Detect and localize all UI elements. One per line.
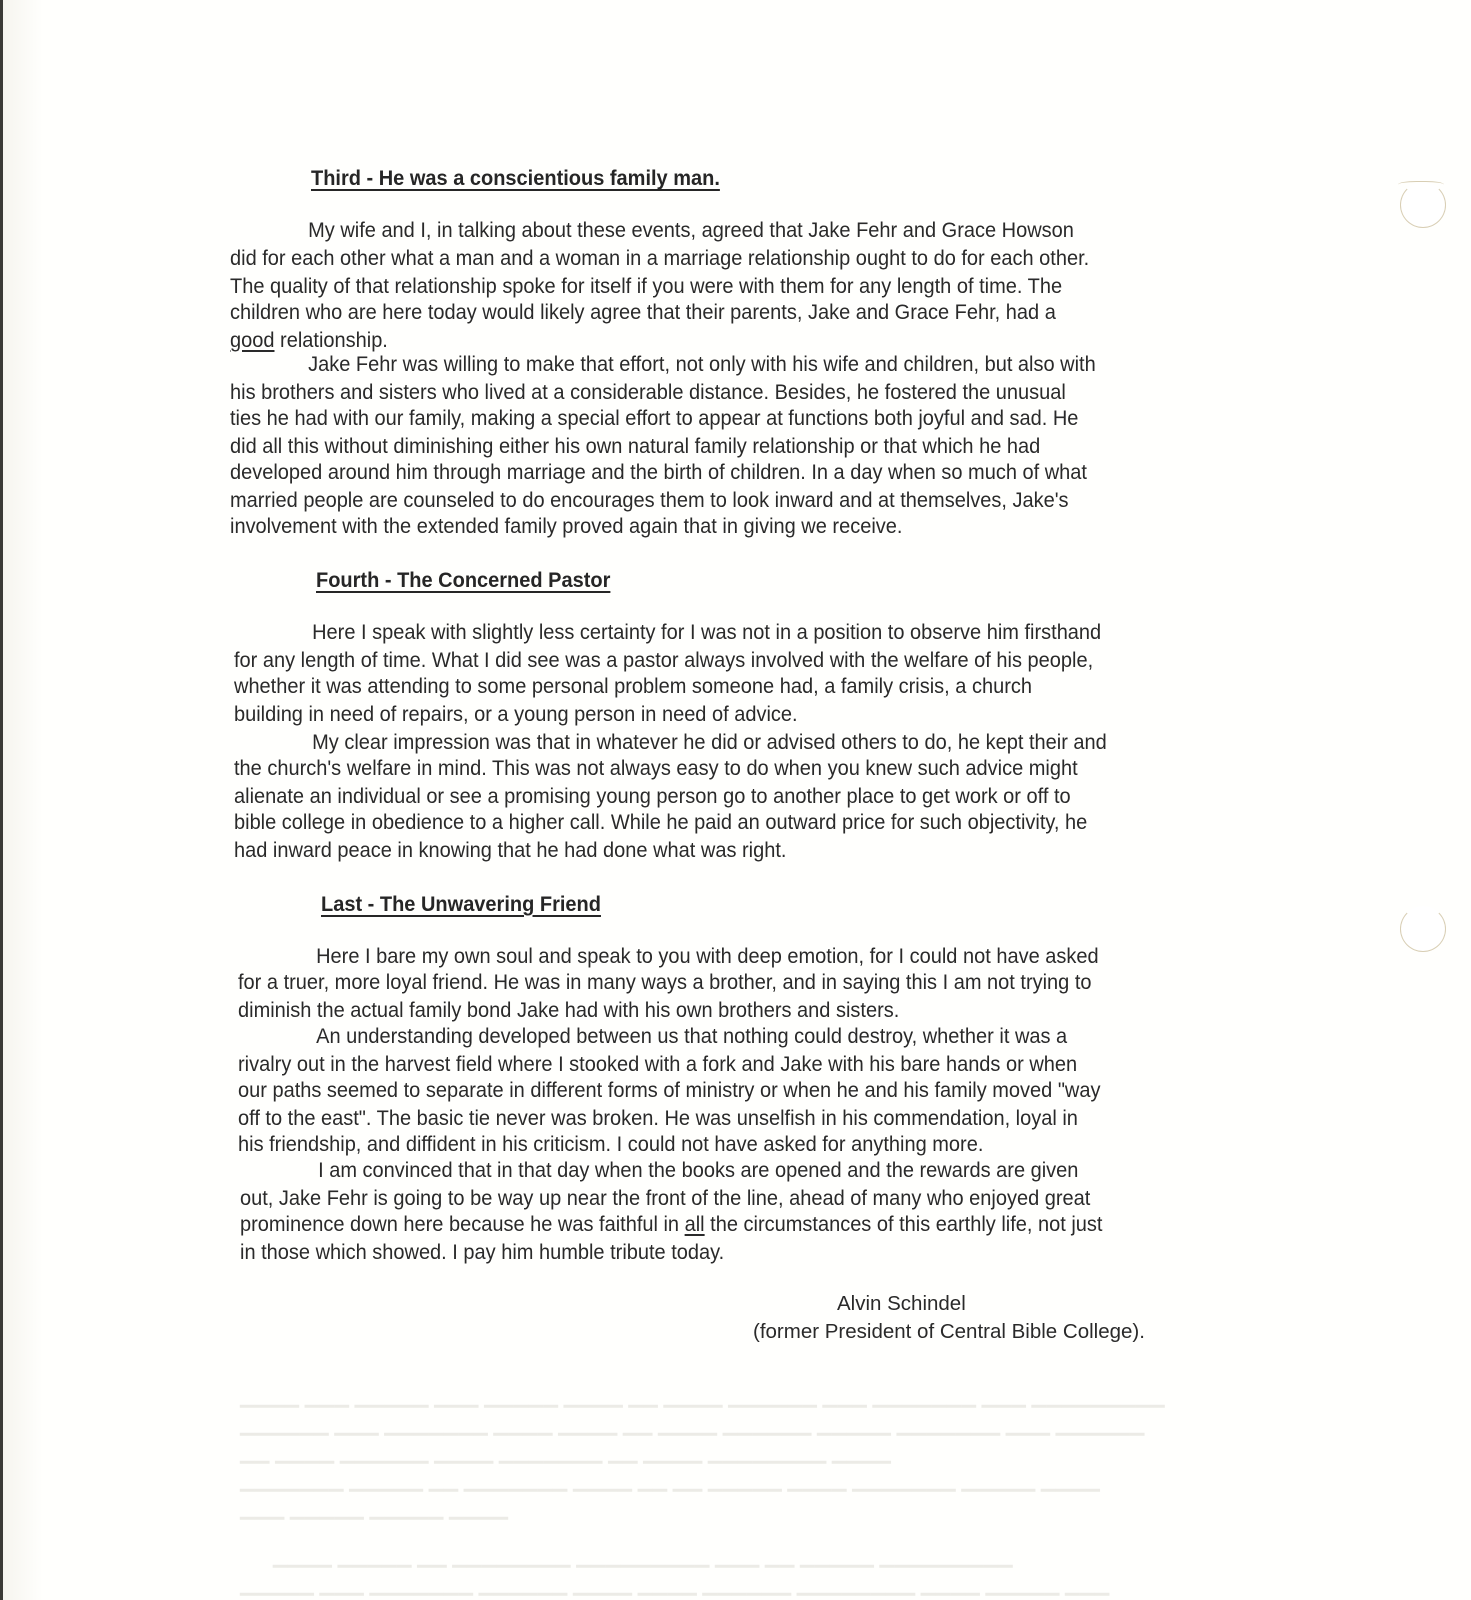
text-line: developed around him through marriage and the birth of children. In a day when so much of what: [230, 460, 1087, 484]
text-line: for a truer, more loyal friend. He was in many ways a brother, and in saying this I am not trying to: [238, 970, 1092, 994]
text-line: alienate an individual or see a promising young person go to another place to get work or off to: [234, 784, 1071, 808]
text-line: diminish the actual family bond Jake had with his own brothers and sisters.: [238, 998, 900, 1022]
text-line: did all this without diminishing either his own natural family relationship or that which he had: [230, 434, 1041, 458]
text-line: for any length of time. What I did see was a pastor always involved with the welfare of his people,: [234, 648, 1094, 672]
text-line: My wife and I, in talking about these events, agreed that Jake Fehr and Grace Howson: [308, 218, 1074, 242]
binder-hole-middle: [1400, 906, 1446, 952]
text-line: An understanding developed between us that nothing could destroy, whether it was a: [316, 1024, 1068, 1048]
emphasis-underline: good: [230, 328, 275, 352]
text-line: Here I bare my own soul and speak to you with deep emotion, for I could not have asked: [316, 944, 1099, 968]
text-line: married people are counseled to do encourages them to look inward and at themselves, Jake's: [230, 488, 1069, 512]
text-line: [230, 328, 388, 353]
text-span: prominence down here because he was faithful in: [240, 1212, 685, 1236]
text-line: Jake Fehr was willing to make that effort, not only with his wife and children, but also with: [308, 352, 1096, 376]
text-span: relationship.: [274, 328, 388, 352]
emphasis-underline: all: [684, 1212, 705, 1236]
scan-page-shade: [3, 0, 43, 1600]
text-line: did for each other what a man and a woman in a marriage relationship ought to do for each other.: [230, 246, 1090, 270]
text-line: our paths seemed to separate in different forms of ministry or when he and his family moved "way: [238, 1078, 1101, 1102]
text-line: bible college in obedience to a higher call. While he paid an outward price for such objectivity, he: [234, 810, 1088, 834]
text-span: the circumstances of this earthly life, not just: [704, 1212, 1103, 1236]
text-line: My clear impression was that in whatever he did or advised others to do, he kept their and: [312, 730, 1107, 754]
text-line: ties he had with our family, making a special effort to appear at functions both joyful and sad. He: [230, 406, 1079, 430]
section-heading-last: Last - The Unwavering Friend: [321, 892, 601, 916]
text-line: his brothers and sisters who lived at a considerable distance. Besides, he fostered the unusual: [230, 380, 1066, 404]
section-heading-fourth: Fourth - The Concerned Pastor: [316, 568, 611, 592]
text-line: rivalry out in the harvest field where I stooked with a fork and Jake with his bare hands or when: [238, 1052, 1078, 1076]
text-line: Here I speak with slightly less certainty for I was not in a position to observe him firsthand: [312, 620, 1102, 644]
binder-hole-top-tab: [1398, 181, 1444, 190]
text-line: [240, 1212, 1102, 1237]
text-line: had inward peace in knowing that he had done what was right.: [234, 838, 787, 862]
text-line: his friendship, and diffident in his criticism. I could not have asked for anything more.: [238, 1132, 984, 1156]
signature-title: (former President of Central Bible College).: [753, 1320, 1145, 1343]
text-line: out, Jake Fehr is going to be way up near the front of the line, ahead of many who enjoyed great: [240, 1186, 1091, 1210]
text-line: I am convinced that in that day when the books are opened and the rewards are given: [318, 1158, 1079, 1182]
text-line: children who are here today would likely agree that their parents, Jake and Grace Fehr, had a: [230, 300, 1056, 324]
text-line: the church's welfare in mind. This was not always easy to do when you knew such advice might: [234, 756, 1078, 780]
text-line: whether it was attending to some personal problem someone had, a family crisis, a church: [234, 674, 1032, 698]
signature-name: Alvin Schindel: [837, 1292, 966, 1315]
text-line: building in need of repairs, or a young person in need of advice.: [234, 702, 798, 726]
text-line: in those which showed. I pay him humble tribute today.: [240, 1240, 725, 1264]
text-line: involvement with the extended family proved again that in giving we receive.: [230, 514, 903, 538]
text-line: The quality of that relationship spoke for itself if you were with them for any length of time. The: [230, 274, 1063, 298]
section-heading-third: Third - He was a conscientious family man.: [311, 166, 720, 190]
text-line: off to the east". The basic tie never was broken. He was unselfish in his commendation, loyal in: [238, 1106, 1078, 1130]
